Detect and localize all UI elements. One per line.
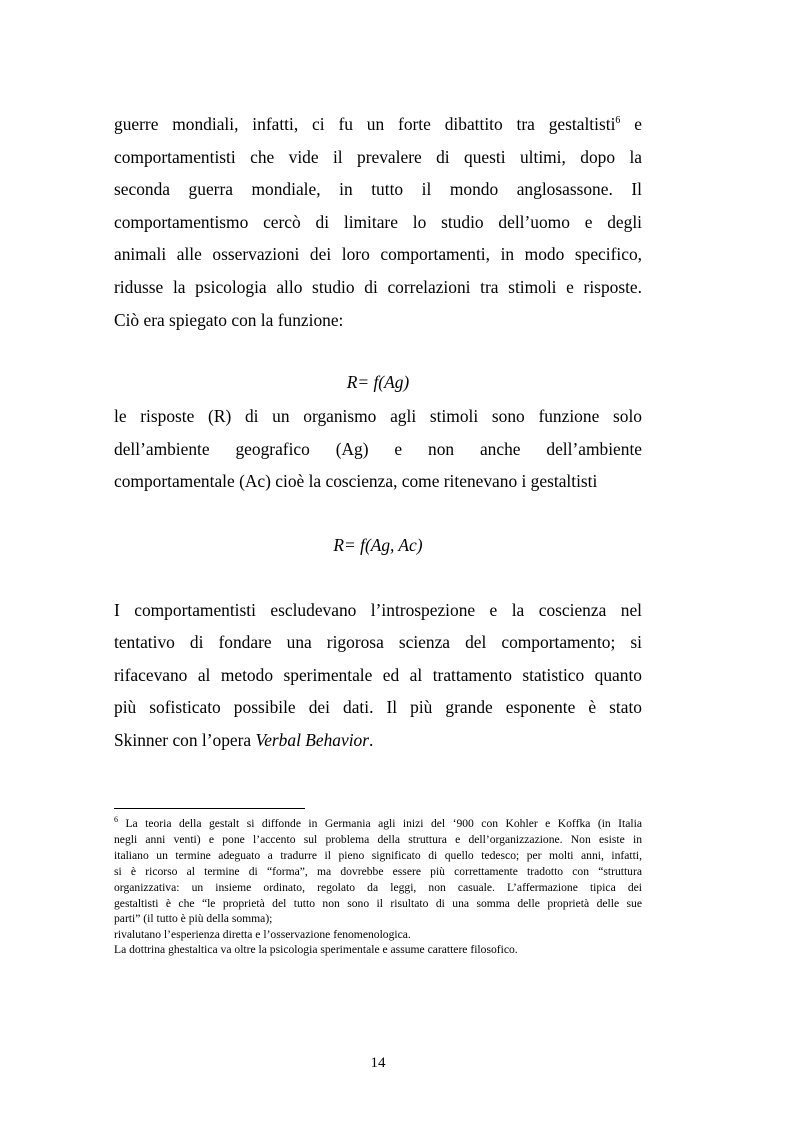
body-line: Skinner con l’opera Verbal Behavior.: [114, 730, 374, 750]
footnote-ref[interactable]: 6: [615, 115, 621, 127]
footnote-line: si è ricorso al termine di “forma”, ma dovrebbe essere più correttamente tradotto con “struttura: [114, 865, 642, 878]
body-line: guerre mondiali, infatti, ci fu un forte dibattito tra gestaltisti$^6$ e: [114, 114, 642, 134]
body-line: comportamentismo cercò di limitare lo studio dell’uomo e degli: [114, 212, 642, 232]
footnote-line: $^6$ La teoria della gestalt si diffonde in Germania agli inizi del ‘900 con Kohler e Koffka (in Italia: [114, 815, 642, 830]
body-line: ridusse la psicologia allo studio di correlazioni tra stimoli e risposte.: [114, 277, 642, 297]
formula: R= f(Ag, Ac): [333, 535, 423, 555]
page-number: 14: [370, 1055, 386, 1071]
footnote-line: negli anni venti) e pone l’accento sul problema della struttura e dell’organizzazione. Non esiste in: [114, 833, 642, 846]
footnote-marker: 6: [114, 815, 118, 825]
body-line: Ciò era spiegato con la funzione:: [114, 310, 344, 330]
footnote-line: gestaltisti è che “le proprietà del tutto non sono il risultato di una somma delle proprietà delle sue: [114, 897, 642, 910]
footnote-line: parti” (il tutto è più della somma);: [114, 912, 273, 925]
footnote-line: rivalutano l’esperienza diretta e l’osservazione fenomenologica.: [114, 928, 411, 941]
body-line: le risposte (R) di un organismo agli stimoli sono funzione solo: [114, 406, 642, 426]
body-line: rifacevano al metodo sperimentale ed al trattamento statistico quanto: [114, 665, 642, 685]
body-line: più sofisticato possibile dei dati. Il più grande esponente è stato: [114, 697, 642, 717]
footnote-line: italiano un termine adeguato a tradurre il pieno significato di quello tedesco; per molti anni, infatti,: [114, 849, 642, 862]
body-line: comportamentale (Ac) cioè la coscienza, come ritenevano i gestaltisti: [114, 471, 598, 491]
footnote-separator: [114, 808, 305, 809]
book-title: Verbal Behavior: [255, 730, 369, 750]
body-line: seconda guerra mondiale, in tutto il mondo anglosassone. Il: [114, 179, 642, 199]
body-line: animali alle osservazioni dei loro comportamenti, in modo specifico,: [114, 244, 642, 264]
footnote-line: organizzativa: un insieme ordinato, regolato da leggi, non casuale. L’affermazione tipica dei: [114, 881, 642, 894]
body-line: comportamentisti che vide il prevalere di questi ultimi, dopo la: [114, 147, 642, 167]
footnote-line: La dottrina ghestaltica va oltre la psicologia sperimentale e assume carattere filosofico.: [114, 943, 518, 956]
formula: R= f(Ag): [346, 372, 410, 392]
body-line: I comportamentisti escludevano l’introspezione e la coscienza nel: [114, 600, 642, 620]
body-line: tentativo di fondare una rigorosa scienza del comportamento; si: [114, 632, 642, 652]
body-line: dell’ambiente geografico (Ag) e non anche dell’ambiente: [114, 439, 642, 459]
